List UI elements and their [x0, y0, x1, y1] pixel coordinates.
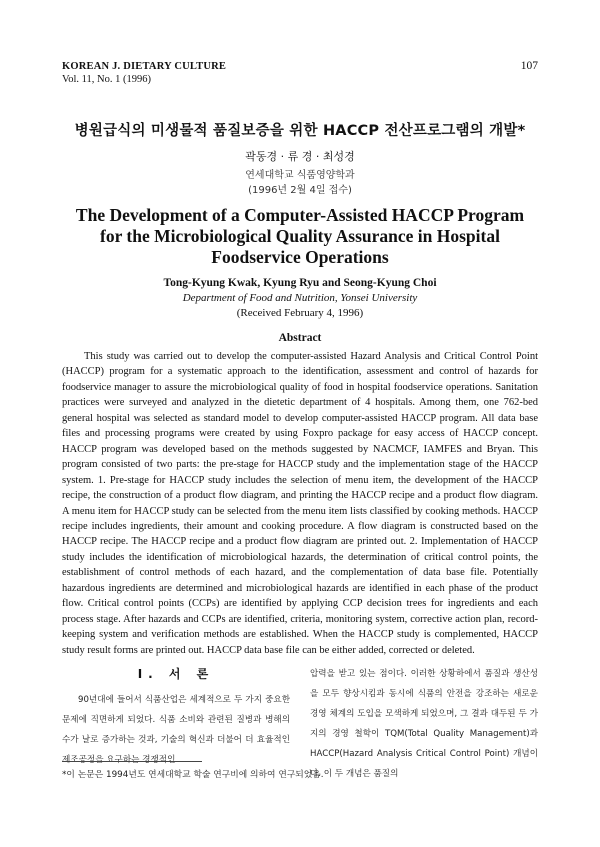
intro-left-column: 90년대에 들어서 식품산업은 세계적으로 두 가지 중요한 문제에 직면하게 되었다. 식품 소비와 관련된 질병과 병해의 수가 날로 증가하는 것과, 기술의 혁신과 더불어 더 효율적인 제조공정을 요구하는 경쟁적인 — [62, 695, 290, 765]
abstract-heading: Abstract — [278, 332, 322, 344]
page-number: 107 — [520, 60, 538, 72]
korean-title: 병원급식의 미생물적 품질보증을 위한 HACCP 전산프로그램의 개발* — [74, 123, 526, 139]
section-heading-introduction: I. 서 론 — [137, 667, 215, 681]
abstract-body: This study was carried out to develop the computer-assisted Hazard Analysis and Critical Control Point (HACCP) program for a systematic approach to the identification, assessment and control of hazards for foodservice manager to assure the microbiological quality of food in hospital foodservice operations. Sanitation practices were surveyed and analyzed in the dietetic department of 4 hospitals. Among them, one 762-bed general hospital was selected as standard model to develop computer-assisted HACCP program. All data base files and processing programs were created by using Foxpro package for easy access of HACCP concept. HACCP program was developed based on the methods suggested by NACMCF, IAMFES and Bryan. This program consisted of two parts: the pre-stage for HACCP study and the implementation stage of the HACCP system. 1. Pre-stage for HACCP study includes the selection of menu item, the development of the HACCP recipe, the construction of a product flow diagram, and printing the HACCP recipe and a product flow diagram. A menu item for HACCP study can be selected from the menu item lists classified by cooking methods. HACCP recipe includes ingredients, their amount and cooking procedure. A flow diagram is constructed based on the HACCP recipe. The HACCP recipe and a product flow diagram are printed out. 2. Implementation of HACCP study includes the identification of microbiological hazards, the determination of critical control points, the establishment of control methods of each hazard, and the complementation of data base file. Potentially hazardous ingredients are determined and microbiological hazards are identified in each phase of the product flow. Critical control points (CCPs) are identified by applying CCP decision trees for ingredients and each process stage. After hazards and CCPs are identified, criteria, monitoring system, corrective action plan, record-keeping system and verification methods are established. When the HACCP study is complemented, HACCP study result forms are printed out. HACCP data base file can be either added, corrected or deleted. — [62, 351, 538, 656]
journal-volume: Vol. 11, No. 1 (1996) — [62, 74, 151, 85]
english-title-line: Foodservice Operations — [211, 247, 389, 267]
journal-name: KOREAN J. DIETARY CULTURE — [62, 61, 227, 72]
english-title — [0, 205, 600, 268]
korean-authors: 곽동경 · 류 경 · 최성경 — [245, 150, 355, 163]
korean-department: 연세대학교 식품영양학과 — [245, 170, 355, 181]
journal-header — [62, 60, 226, 86]
english-title-line: for the Microbiological Quality Assurance in Hospital — [100, 226, 500, 246]
english-authors: Tong-Kyung Kwak, Kyung Ryu and Seong-Kyung Choi — [163, 277, 437, 289]
footnote: *이 논문은 1994년도 연세대학교 학술 연구비에 의하여 연구되었음. — [62, 770, 324, 780]
english-title-line: The Development of a Computer-Assisted HACCP Program — [75, 205, 525, 225]
english-received-date: (Received February 4, 1996) — [236, 307, 364, 319]
korean-received-date: (1996년 2월 4일 접수) — [248, 185, 352, 196]
intro-right-column: 압력을 받고 있는 점이다. 이러한 상황하에서 품질과 생산성을 모두 향상시킴과 동시에 식품의 안전을 강조하는 새로운 경영 체계의 도입을 모색하게 되었으며, 그 결과 대두된 두 가지의 경영 철학이 TQM(Total Quality Management)과 HACCP(Hazard Analysis Critical Control Point) 개념이다. 이 두 개념은 품질의 — [310, 669, 538, 779]
english-department: Department of Food and Nutrition, Yonsei University — [182, 292, 418, 304]
footnote-divider — [62, 761, 202, 762]
